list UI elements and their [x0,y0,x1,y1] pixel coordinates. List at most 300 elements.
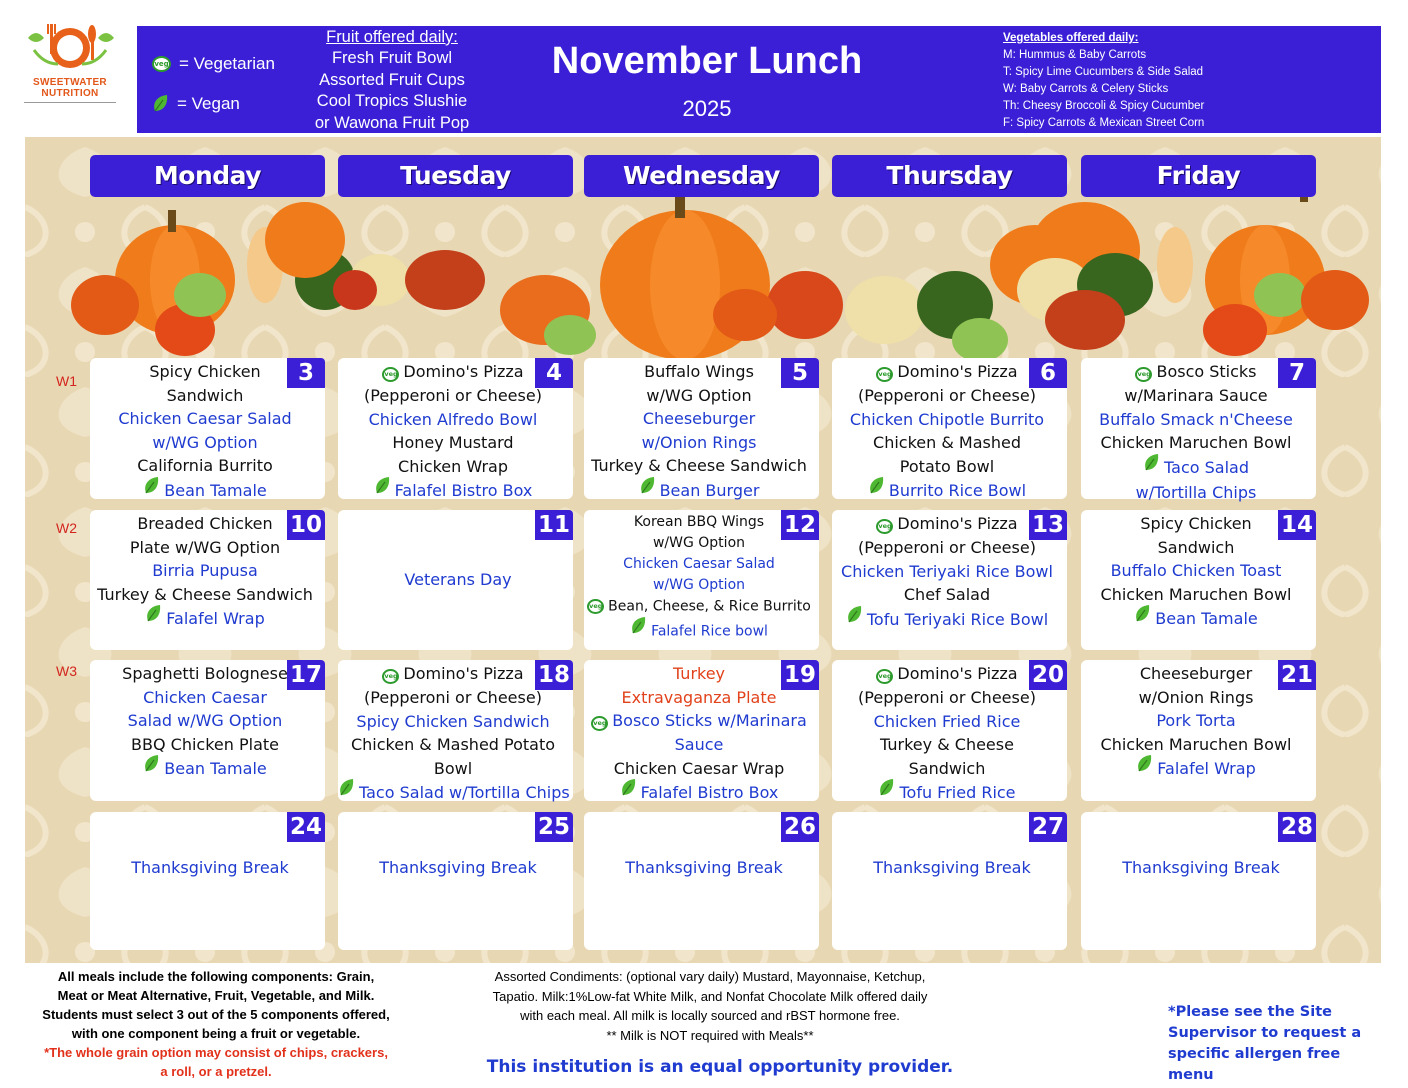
menu-item-text: Thanksgiving Break [379,858,537,877]
day-header-monday: Monday [90,155,325,197]
menu-item [832,536,1062,560]
menu-item [832,733,1062,757]
menu-item-text: Domino's Pizza [403,362,524,381]
menu-item-text: Thanksgiving Break [873,858,1031,877]
menu-item [338,757,568,781]
menu-items [338,856,578,880]
date-number: 3 [287,358,325,388]
menu-item [584,733,814,757]
date-number: 18 [535,660,573,690]
fruit-title: Fruit offered daily: [326,28,458,46]
vegetables-offered [1003,30,1204,132]
footer-mid-line: ** Milk is NOT required with Meals** [606,1027,814,1043]
menu-item [584,780,814,807]
menu-item [584,662,814,686]
menu-items [832,856,1072,880]
menu-item-text: Chicken Caesar Wrap [613,758,785,778]
menu-item [338,455,568,479]
menu-items [338,360,568,505]
pumpkins-illustration [25,170,1381,370]
date-number: 14 [1278,510,1316,540]
vegetable-item: Th: Cheesy Broccoli & Spicy Cucumber [1003,100,1205,112]
menu-item-text: Chicken Alfredo Bowl [368,409,538,429]
menu-item-text: Bosco Sticks w/Marinara [612,711,807,730]
menu-item-text: Cheeseburger [1139,664,1253,683]
menu-item [584,407,814,431]
menu-item-text: Falafel Wrap [1157,758,1256,778]
menu-item-text: Bean, Cheese, & Rice Burrito [608,598,811,615]
vegan-leaf-icon [620,778,637,798]
menu-item [90,686,320,710]
equal-opportunity-statement: This institution is an equal opportunity provider. [486,1057,954,1077]
day-cell [90,358,325,499]
menu-items [90,360,320,504]
day-cell [584,358,819,499]
menu-item [90,756,320,783]
footer-left-line: All meals include the following components: Grain, [57,969,375,984]
menu-item [90,478,320,505]
vegan-leaf-icon [639,476,656,496]
menu-item-text: Chicken Chipotle Burrito [849,409,1045,429]
fruit-item: Assorted Fruit Cups [319,70,465,89]
menu-item-text: Domino's Pizza [897,664,1018,683]
menu-item-text: Sauce [674,735,724,755]
menu-item-text: Sandwich [166,385,244,405]
menu-item [832,360,1062,384]
menu-item [338,408,568,432]
menu-item-text: (Pepperoni or Cheese) [858,688,1036,708]
date-number: 13 [1029,510,1067,540]
date-number: 21 [1278,660,1316,690]
menu-item [832,455,1062,479]
menu-item [832,431,1062,455]
menu-item [90,454,320,478]
menu-item [584,431,814,455]
vegan-leaf-icon [1134,604,1151,624]
menu-items [832,360,1062,505]
menu-items [1081,512,1311,633]
fruit-item: or Wawona Fruit Pop [314,113,470,132]
menu-item [90,662,320,686]
menu-item-text: California Burrito [137,456,273,475]
menu-item [1081,756,1311,783]
menu-item [584,686,814,710]
day-cell [338,660,573,801]
menu-item [1081,559,1311,583]
menu-item-text: w/WG Option [152,432,258,452]
vegan-leaf-icon [878,778,895,798]
menu-item [1081,733,1311,757]
vegan-leaf-icon [846,605,863,625]
date-number: 17 [287,660,325,690]
menu-item-text: Chicken & Mashed Potato [350,735,556,755]
menu-item [1081,686,1311,710]
footer-mid-line: with each meal. All milk is locally sourced and rBST hormone free. [520,1008,900,1023]
menu-item-text: Chicken Fried Rice [873,711,1021,731]
menu-item-text: Honey Mustard [392,433,514,453]
menu-item [1081,512,1311,536]
menu-item-text: w/Onion Rings [641,432,757,452]
menu-item [832,408,1062,432]
menu-items [584,856,824,880]
logo-text-line2: NUTRITION [41,88,99,99]
menu-item [584,856,824,880]
menu-item [1081,384,1311,408]
day-header-tuesday: Tuesday [338,155,573,197]
menu-item-text: Chicken Caesar Salad [623,556,775,572]
vegetarian-icon: veg [382,367,399,382]
page-title: November Lunch [551,40,863,82]
day-cell [584,660,819,801]
menu-item-text: Bean Burger [659,480,760,500]
menu-item-text: w/WG Option [646,385,752,405]
menu-item [338,780,568,807]
menu-item [832,560,1062,584]
menu-item-text: Bean Tamale [164,480,267,500]
footer-right-line: Supervisor to request a [1168,1025,1362,1041]
menu-item-text: Bosco Sticks [1156,362,1257,381]
menu-item-text: Domino's Pizza [897,362,1018,381]
vegan-leaf-icon [152,94,169,114]
menu-item [584,618,814,645]
vegan-leaf-icon [145,604,162,624]
legend-vegan [152,94,240,114]
date-number: 7 [1278,358,1316,388]
menu-item [832,478,1062,505]
menu-item-text: (Pepperoni or Cheese) [858,386,1036,406]
menu-item-text: Bowl [433,758,473,778]
fruit-item: Fresh Fruit Bowl [331,49,453,67]
menu-item-text: Spicy Chicken Sandwich [356,711,550,731]
menu-item-text: Bean Tamale [164,758,267,778]
week-label: W2 [56,520,77,536]
vegetarian-icon: veg [382,669,399,684]
menu-item [584,512,814,533]
menu-item [1081,583,1311,607]
allergen-note [1168,1002,1388,1086]
menu-item [584,709,814,733]
menu-item [90,856,330,880]
day-cell [832,358,1067,499]
day-cell [90,660,325,801]
menu-item-text: Chicken Wrap [398,456,508,476]
date-number: 12 [781,510,819,540]
menu-item [584,575,814,596]
menu-item [832,780,1062,807]
menu-item [338,856,578,880]
menu-item [338,662,568,686]
day-cell [584,812,819,950]
menu-item-text: Chicken Maruchen Bowl [1100,584,1292,604]
menu-item [832,757,1062,781]
menu-item [584,554,814,575]
menu-item-text: Taco Salad [1164,457,1249,477]
menu-item-text: w/Marinara Sauce [1124,386,1268,406]
menu-items [584,662,814,807]
day-cell [338,358,573,499]
menu-item [90,606,320,633]
menu-item [1081,536,1311,560]
menu-item-text: Salad w/WG Option [127,711,283,730]
menu-item-text: Falafel Bistro Box [394,481,533,500]
menu-item [1081,455,1311,482]
week-label: W3 [56,663,77,679]
day-cell [90,812,325,950]
vegan-leaf-icon [374,476,391,496]
menu-items [1081,360,1311,505]
menu-item [338,478,568,505]
whole-grain-note: a roll, or a pretzel. [160,1064,272,1079]
menu-item-text: Extravaganza Plate [621,687,777,707]
menu-item [584,478,814,505]
menu-item-text: Spicy Chicken [1140,514,1252,533]
menu-item-text: Falafel Bistro Box [640,783,779,802]
footer-right-line: *Please see the Site [1168,1004,1332,1020]
menu-items [1081,856,1321,880]
menu-item-text: Sandwich [1157,537,1235,557]
menu-item-text: (Pepperoni or Cheese) [364,386,542,406]
menu-item-text: Potato Bowl [899,456,995,476]
menu-items [90,856,330,880]
menu-item [1081,481,1311,505]
week-label: W1 [56,373,77,389]
menu-item-text: w/WG Option [652,577,746,593]
menu-item-text: Veterans Day [404,570,512,589]
menu-item-text: Birria Pupusa [152,561,258,580]
day-cell [338,812,573,950]
legend-vegetarian [152,54,275,74]
vegetarian-icon: veg [876,519,893,534]
menu-item [338,384,568,408]
footer-mid-line: Tapatio. Milk:1%Low-fat White Milk, and Nonfat Chocolate Milk offered daily [492,988,928,1004]
menu-item-text: Taco Salad w/Tortilla Chips [359,783,570,802]
menu-item [584,360,814,384]
menu-item [90,559,320,583]
menu-item-text: Domino's Pizza [403,664,524,683]
menu-item [832,607,1062,634]
vegetable-item: F: Spicy Carrots & Mexican Street Corn [1003,117,1205,129]
menu-item-text: Thanksgiving Break [1122,858,1280,877]
day-header-friday: Friday [1081,155,1316,197]
menu-item-text: Chicken & Mashed [873,433,1021,453]
vegan-leaf-icon [868,476,885,496]
menu-item [832,512,1062,536]
menu-item [584,454,814,478]
menu-item-text: Tofu Teriyaki Rice Bowl [866,609,1049,629]
vegetable-item: W: Baby Carrots & Celery Sticks [1003,83,1169,95]
menu-item-text: Falafel Wrap [166,608,265,628]
vegetarian-icon: veg [152,56,171,72]
fruit-item: Cool Tropics Slushie [316,92,468,110]
vegetables-title: Vegetables offered daily: [1003,32,1139,44]
menu-item-text: Turkey [672,664,726,683]
day-cell [1081,812,1316,950]
menu-item [90,536,320,560]
date-number: 27 [1029,812,1067,842]
menu-item-text: (Pepperoni or Cheese) [364,688,542,708]
menu-item-text: Plate w/WG Option [129,537,281,557]
pumpkin-group-center [600,188,1008,362]
vegetable-item: T: Spicy Lime Cucumbers & Side Salad [1003,66,1204,78]
menu-item-text: Chicken Caesar [143,687,267,707]
menu-item-text: Turkey & Cheese [880,735,1014,755]
menu-item [584,533,814,554]
vegan-leaf-icon [1143,453,1160,473]
legend-vegan-label: = Vegan [177,94,240,113]
menu-item [90,512,320,536]
menu-item-text: Buffalo Chicken Toast [1110,561,1282,580]
menu-items [832,512,1062,633]
menu-item-text: Thanksgiving Break [625,858,783,877]
date-number: 6 [1029,358,1067,388]
menu-item [90,709,320,733]
logo-text-line1: SWEETWATER [33,77,107,88]
date-number: 25 [535,812,573,842]
menu-item [1081,856,1321,880]
legend-vegetarian-label: = Vegetarian [179,54,275,73]
utensils-logo-icon [14,20,126,80]
fruit-offered [297,26,487,134]
menu-item [832,710,1062,734]
vegetarian-icon: veg [587,599,604,614]
date-number: 19 [781,660,819,690]
menu-item [1081,709,1311,733]
vegan-leaf-icon [338,778,355,798]
menu-item [90,733,320,757]
menu-item-text: BBQ Chicken Plate [131,734,279,754]
day-cell [90,510,325,650]
menu-item [584,384,814,408]
menu-item-text: Chicken Caesar Salad [118,409,292,428]
date-number: 24 [287,812,325,842]
logo-divider [24,102,116,104]
menu-item [832,662,1062,686]
menu-item [584,757,814,781]
header-banner [137,26,1381,133]
menu-item-text: Sandwich [908,758,986,778]
menu-item-text: Tofu Fried Rice [899,783,1016,802]
menu-item-text: Chicken Teriyaki Rice Bowl [841,561,1053,581]
vegan-leaf-icon [143,476,160,496]
menu-items [584,360,814,504]
menu-items [90,512,320,633]
pumpkin-group-right [990,180,1369,356]
date-number: 28 [1278,812,1316,842]
footer-left-line: with one component being a fruit or vegetable. [71,1026,361,1041]
menu-item-text: Chicken Maruchen Bowl [1100,433,1292,453]
menu-item [338,568,578,592]
day-header-wednesday: Wednesday [584,155,819,197]
menu-item-text: Buffalo Smack n'Cheese [1099,409,1293,429]
menu-item [90,407,320,431]
menu-item-text: Pork Torta [1156,711,1236,730]
day-cell [832,812,1067,950]
footer-right-line: specific allergen free menu [1168,1046,1341,1083]
menu-item-text: Spaghetti Bolognese [122,664,288,683]
menu-item-text: Korean BBQ Wings [633,514,765,530]
sweetwater-logo [14,20,126,132]
footer-left-line: Meat or Meat Alternative, Fruit, Vegetable, and Milk. [57,988,375,1003]
menu-item [1081,662,1311,686]
vegan-leaf-icon [143,754,160,774]
menu-item [90,431,320,455]
menu-item-text: Breaded Chicken [137,514,273,533]
day-cell [1081,510,1316,650]
menu-item-text: Cheeseburger [642,409,756,428]
menu-item-text: Buffalo Wings [644,362,754,381]
vegan-leaf-icon [630,616,647,636]
menu-item [832,686,1062,710]
page-year: 2025 [682,96,732,121]
vegetarian-icon: veg [591,716,608,731]
day-cell [338,510,573,650]
menu-items [584,512,814,645]
date-number: 4 [535,358,573,388]
menu-item-text: Thanksgiving Break [131,858,289,877]
menu-item [1081,606,1311,633]
vegetarian-icon: veg [876,669,893,684]
menu-item-text: Chef Salad [903,585,991,605]
menu-item-text: Chicken Maruchen Bowl [1100,734,1292,754]
menu-item-text: (Pepperoni or Cheese) [858,538,1036,558]
menu-item [832,384,1062,408]
date-number: 26 [781,812,819,842]
menu-item [1081,431,1311,455]
menu-item-text: w/Tortilla Chips [1135,483,1257,503]
vegan-leaf-icon [1136,754,1153,774]
footer-left-line: Students must select 3 out of the 5 components offered, [42,1007,390,1022]
menu-item-text: Turkey & Cheese Sandwich [97,584,313,604]
day-cell [832,510,1067,650]
vegetarian-icon: veg [876,367,893,382]
date-number: 20 [1029,660,1067,690]
menu-items [90,662,320,783]
day-cell [1081,660,1316,801]
date-number: 11 [535,510,573,540]
meal-components-note [24,967,408,1081]
menu-item-text: w/WG Option [652,535,746,551]
date-number: 5 [781,358,819,388]
day-header-thursday: Thursday [832,155,1067,197]
menu-item [832,583,1062,607]
menu-item-text: Burrito Rice Bowl [888,481,1027,500]
date-number: 10 [287,510,325,540]
menu-item [90,583,320,607]
menu-item-text: Turkey & Cheese Sandwich [591,456,807,475]
menu-item-text: Domino's Pizza [897,514,1018,533]
menu-items [1081,662,1311,783]
condiments-note [440,967,980,1045]
menu-item [90,360,320,384]
menu-item [338,710,568,734]
menu-item-text: Spicy Chicken [149,362,261,381]
footer-mid-line: Assorted Condiments: (optional vary daily) Mustard, Mayonnaise, Ketchup, [494,969,926,984]
day-cell [1081,358,1316,503]
menu-items [338,568,578,592]
menu-item-text: Bean Tamale [1155,608,1258,628]
menu-item-text: w/Onion Rings [1138,687,1254,707]
menu-items [338,662,568,807]
menu-item [1081,360,1311,384]
menu-item-text: Falafel Rice bowl [651,623,768,639]
day-cell [832,660,1067,801]
whole-grain-note: *The whole grain option may consist of chips, crackers, [44,1045,388,1060]
menu-item [338,360,568,384]
menu-item [338,686,568,710]
menu-item [584,596,814,618]
pumpkin-group-left [71,202,596,356]
menu-items [832,662,1062,807]
